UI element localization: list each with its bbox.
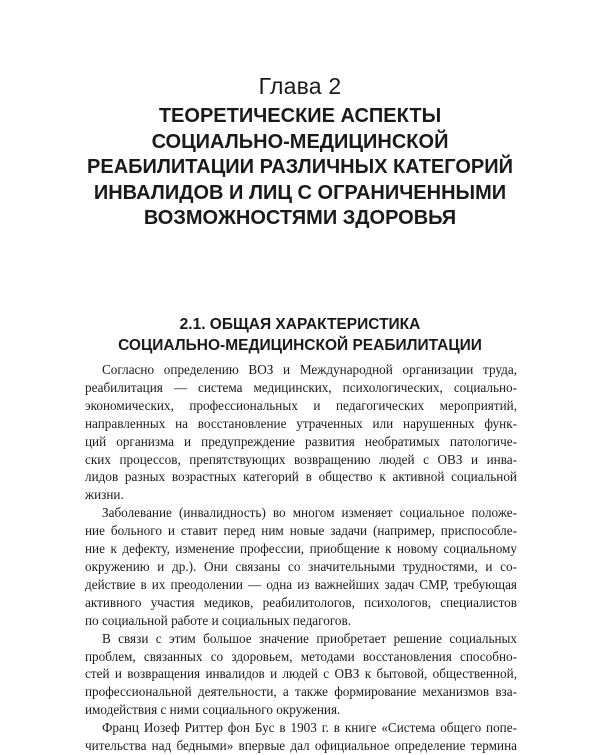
body-text xyxy=(85,361,517,755)
paragraph xyxy=(85,504,517,629)
text-line: чительства над бедными» впервые дал официальное определение термина xyxy=(85,738,517,754)
chapter-title-line: ВОЗМОЖНОСТЯМИ ЗДОРОВЬЯ xyxy=(143,207,457,229)
paragraph xyxy=(85,361,517,504)
text-line: ние к дефекту, изменение профессии, приобщение к новому социальному xyxy=(85,541,517,557)
text-line: окружению и др.). Они связаны со значительными трудностями, и со- xyxy=(85,558,517,574)
text-line: ских процессов, препятствующих возвращению людей с ОВЗ и инва- xyxy=(85,451,517,467)
text-line: ние больного и ставит перед ним новые задачи (например, приспособле- xyxy=(85,523,517,539)
text-line: реабилитация — система медицинских, психологических, социально- xyxy=(85,379,517,395)
text-line: активного участия медиков, реабилитологов, психологов, специалистов xyxy=(85,594,517,610)
text-line: Согласно определению ВОЗ и Международной организации труда, xyxy=(102,362,517,377)
section-title-line: СОЦИАЛЬНО-МЕДИЦИНСКОЙ РЕАБИЛИТАЦИИ xyxy=(118,337,482,354)
text-line: профессиональной деятельности, а также формирование механизмов вза- xyxy=(85,684,517,700)
chapter-label: Глава 2 xyxy=(258,73,342,99)
text-line: стей и возвращения инвалидов и людей с ОВЗ к бытовой, общественной, xyxy=(85,666,517,682)
text-line: Франц Иозеф Риттер фон Бус в 1903 г. в книге «Система общего попе- xyxy=(102,720,517,736)
text-line: действие в их преодолении — одна из важнейших задач СМР, требующая xyxy=(85,576,517,592)
text-line: имодействия с ними социального окружения. xyxy=(85,702,341,718)
text-line: ций организма и предупреждение развития необратимых патологиче- xyxy=(85,433,517,449)
text-line: Заболевание (инвалидность) во многом изменяет социальное положе- xyxy=(102,505,517,521)
section-title xyxy=(80,314,520,356)
chapter-title-line: ИНВАЛИДОВ И ЛИЦ С ОГРАНИЧЕННЫМИ xyxy=(93,181,507,204)
text-line: жизни. xyxy=(85,487,124,503)
text-line: В связи с этим большое значение приобретает решение социальных xyxy=(102,630,517,646)
text-line: проблем, связанных со здоровьем, методами восстановления способно- xyxy=(85,648,517,664)
chapter-title xyxy=(80,104,520,232)
section-title-line: 2.1. ОБЩАЯ ХАРАКТЕРИСТИКА xyxy=(179,316,421,333)
text-line: экономических, профессиональных и педагогических мероприятий, xyxy=(85,397,517,413)
text-line: лидов разных возрастных категорий в общество к активной социальной xyxy=(85,469,517,485)
chapter-title-line: РЕАБИЛИТАЦИИ РАЗЛИЧНЫХ КАТЕГОРИЙ xyxy=(87,156,513,178)
text-line: по социальной работе и социальных педагогов. xyxy=(85,612,352,628)
chapter-title-line: СОЦИАЛЬНО-МЕДИЦИНСКОЙ xyxy=(151,130,449,153)
paragraph xyxy=(85,630,517,720)
chapter-title-line: ТЕОРЕТИЧЕСКИЕ АСПЕКТЫ xyxy=(158,105,442,127)
text-line: направленных на восстановление утраченных или нарушенных функ- xyxy=(85,415,517,431)
